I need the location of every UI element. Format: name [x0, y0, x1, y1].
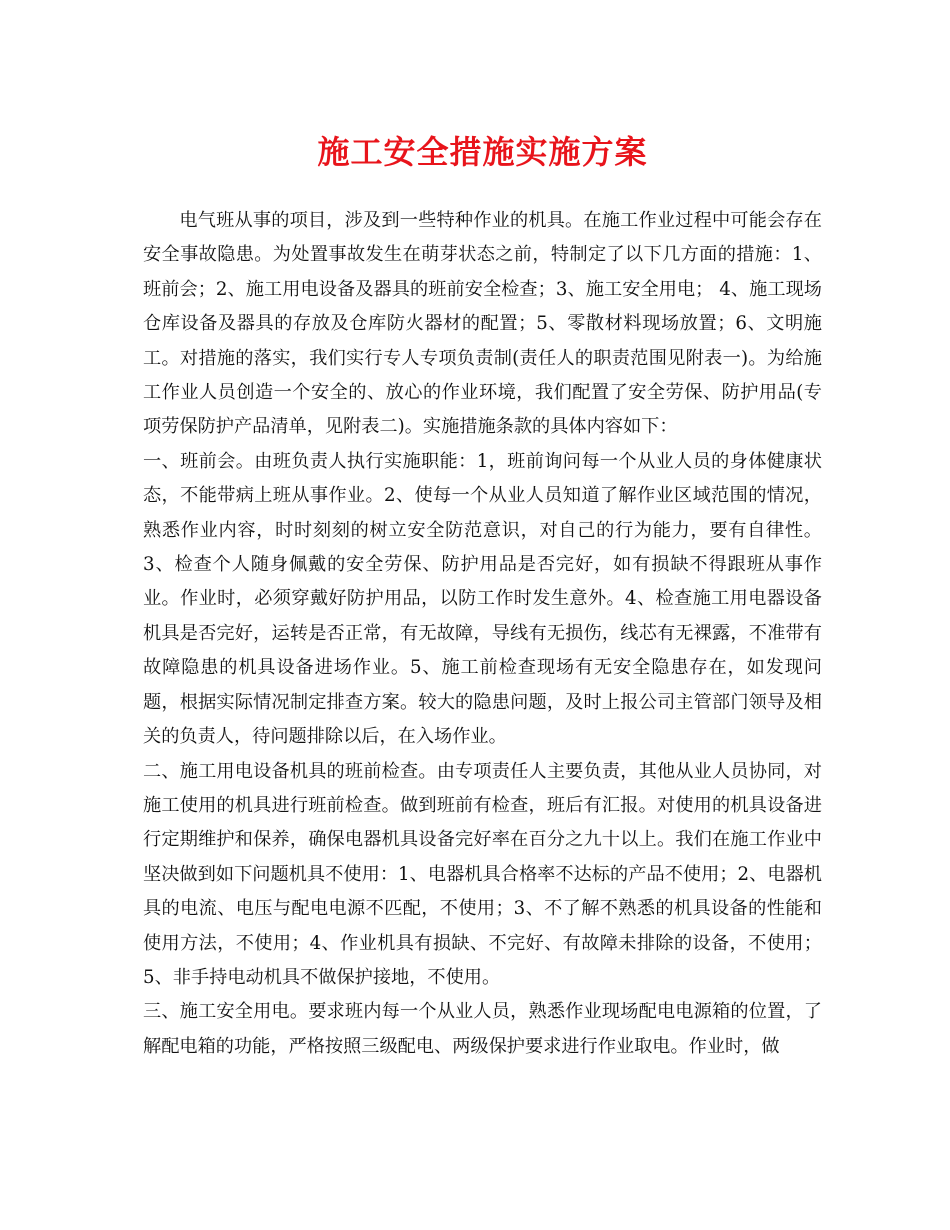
paragraph-section-3: 三、施工安全用电。要求班内每一个从业人员，熟悉作业现场配电电源箱的位置，了解配电箱的功能，严格按照三级配电、两级保护要求进行作业取电。作业时，做 — [143, 1001, 822, 1057]
document-title: 施工安全措施实施方案 — [317, 133, 648, 171]
paragraph-section-1: 一、班前会。由班负责人执行实施职能：1，班前询问每一个从业人员的身体健康状态，不能带病上班从事作业。2、使每一个从业人员知道了解作业区域范围的情况，熟悉作业内容，时时刻刻的树立安全防范意识，对自己的行为能力，要有自律性。3、检查个人随身佩戴的安全劳保、防护用品是否完好，如有损缺不得跟班从事作业。作业时，必须穿戴好防护用品，以防工作时发生意外。4、检查施工用电器设备机具是否完好，运转是否正常，有无故障，导线有无损伤，线芯有无裸露，不准带有故障隐患的机具设备进场作业。5、施工前检查现场有无安全隐患存在，如发现问题，根据实际情况制定排查方案。较大的隐患问题，及时上报公司主管部门领导及相关的负责人，待问题排除以后，在入场作业。 — [143, 450, 822, 748]
paragraph-section-2: 二、施工用电设备机具的班前检查。由专项责任人主要负责，其他从业人员协同，对施工使用的机具进行班前检查。做到班前有检查，班后有汇报。对使用的机具设备进行定期维护和保养，确保电器机具设备完好率在百分之九十以上。我们在施工作业中坚决做到如下问题机具不使用：1、电器机具合格率不达标的产品不使用；2、电器机具的电流、电压与配电电源不匹配，不使用；3、不了解不熟悉的机具设备的性能和使用方法，不使用；4、作业机具有损缺、不完好、有故障未排除的设备，不使用；5、非手持电动机具不做保护接地，不使用。 — [143, 760, 822, 988]
document-body — [143, 204, 822, 1064]
paragraph-intro: 电气班从事的项目，涉及到一些特种作业的机具。在施工作业过程中可能会存在安全事故隐患。为处置事故发生在萌芽状态之前，特制定了以下几方面的措施：1、班前会；2、施工用电设备及器具的班前安全检查；3、施工安全用电； 4、施工现场仓库设备及器具的存放及仓库防火器材的配置；5、零散材料现场放置；6、文明施工。对措施的落实，我们实行专人专项负责制(责任人的职责范围见附表一)。为给施工作业人员创造一个安全的、放心的作业环境，我们配置了安全劳保、防护用品(专项劳保防护产品清单，见附表二)。实施措施条款的具体内容如下： — [143, 210, 822, 438]
